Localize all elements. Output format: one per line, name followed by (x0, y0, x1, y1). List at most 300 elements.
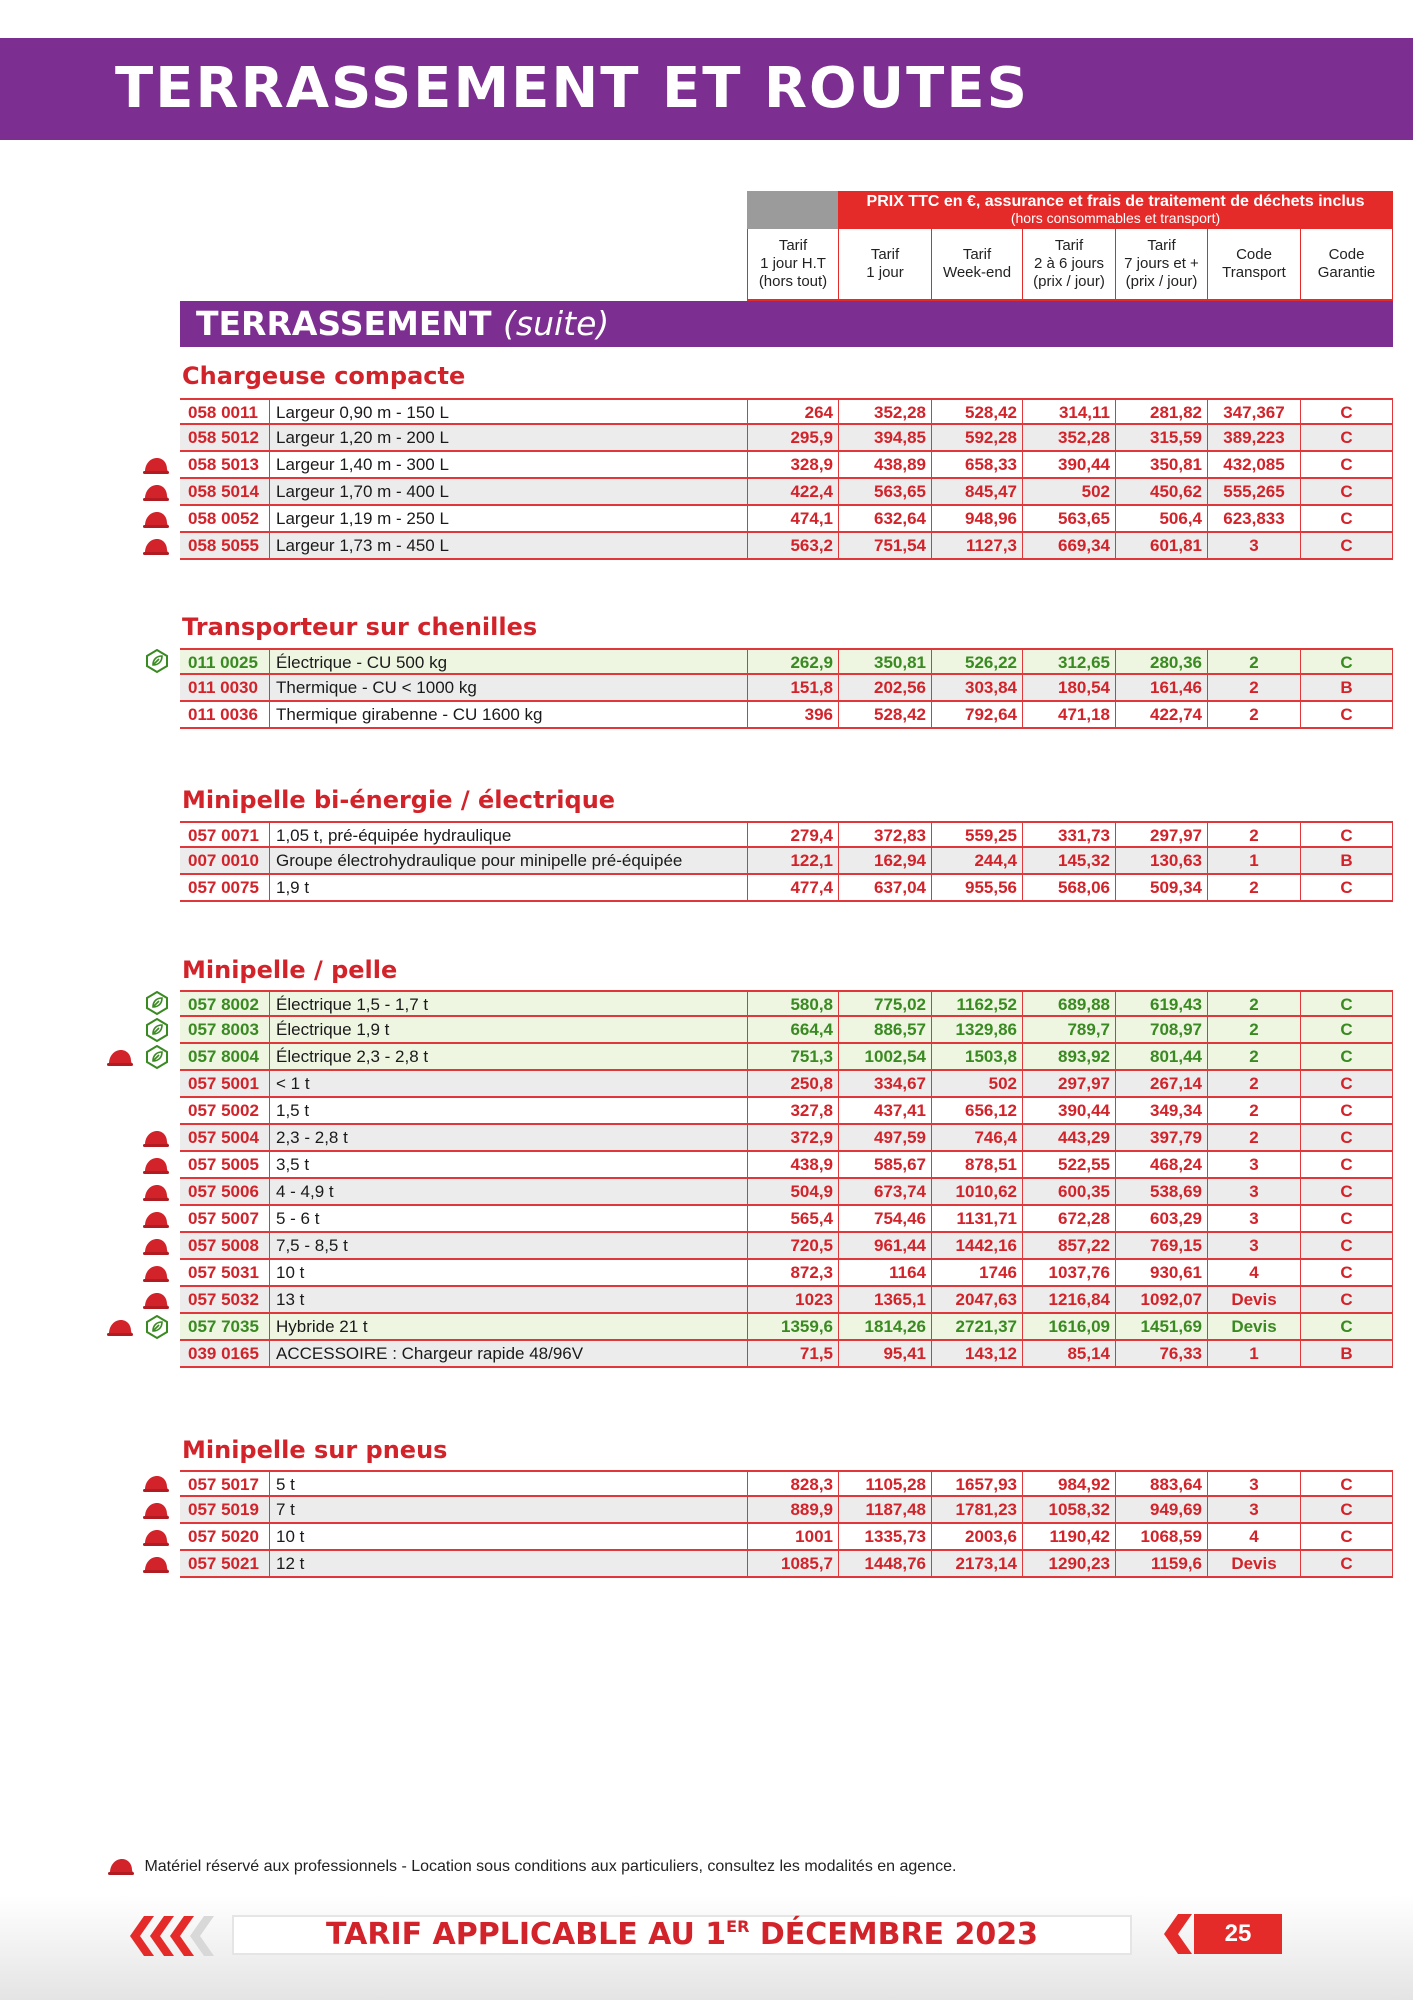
price-cell-1: 828,3 (747, 1472, 838, 1497)
table-row (180, 1179, 1393, 1206)
price-cell-2: 350,81 (838, 650, 931, 675)
price-cell-4: 390,44 (1022, 1098, 1115, 1123)
price-cell-2: 372,83 (838, 823, 931, 848)
price-cell-3: 1657,93 (931, 1472, 1022, 1497)
product-label: 5 t (269, 1472, 747, 1497)
price-cell-6: 3 (1207, 1472, 1300, 1497)
table-row (180, 1125, 1393, 1152)
price-cell-5: 1451,69 (1115, 1314, 1207, 1339)
price-cell-6: 555,265 (1207, 479, 1300, 504)
price-cell-3: 528,42 (931, 400, 1022, 425)
price-cell-3: 2721,37 (931, 1314, 1022, 1339)
price-header-subtitle: (hors consommables et transport) (1010, 210, 1221, 226)
column-header-line: (prix / jour) (1033, 273, 1105, 290)
price-cell-5: 350,81 (1115, 452, 1207, 477)
price-cell-6: 4 (1207, 1260, 1300, 1285)
price-cell-1: 751,3 (747, 1044, 838, 1069)
price-cell-5: 619,43 (1115, 992, 1207, 1017)
group-title: Transporteur sur chenilles (182, 613, 538, 641)
price-cell-3: 1781,23 (931, 1497, 1022, 1522)
price-cell-3: 746,4 (931, 1125, 1022, 1150)
price-cell-5: 468,24 (1115, 1152, 1207, 1177)
product-code: 011 0025 (188, 653, 258, 672)
price-cell-5: 280,36 (1115, 650, 1207, 675)
price-cell-2: 1814,26 (838, 1314, 931, 1339)
column-header-7 (1300, 229, 1393, 301)
price-cell-2: 438,89 (838, 452, 931, 477)
price-cell-7: C (1300, 1125, 1393, 1150)
price-cell-7: B (1300, 1341, 1393, 1366)
product-code: 057 5005 (188, 1155, 259, 1174)
price-cell-5: 930,61 (1115, 1260, 1207, 1285)
product-label: ACCESSOIRE : Chargeur rapide 48/96V (269, 1341, 747, 1366)
product-code: 011 0030 (188, 678, 258, 697)
price-cell-1: 279,4 (747, 823, 838, 848)
price-cell-7: C (1300, 400, 1393, 425)
price-cell-3: 658,33 (931, 452, 1022, 477)
table-row (180, 1098, 1393, 1125)
product-code: 057 5007 (188, 1209, 259, 1228)
price-cell-6: 2 (1207, 702, 1300, 727)
page-number: 25 (1224, 1920, 1252, 1947)
price-cell-5: 450,62 (1115, 479, 1207, 504)
product-label: Largeur 1,20 m - 200 L (269, 425, 747, 450)
page-title: TERRASSEMENT ET ROUTES (115, 56, 1029, 121)
price-cell-1: 422,4 (747, 479, 838, 504)
price-cell-2: 632,64 (838, 506, 931, 531)
price-cell-7: C (1300, 1524, 1393, 1549)
price-cell-5: 601,81 (1115, 533, 1207, 558)
table-row (180, 875, 1393, 902)
price-cell-2: 437,41 (838, 1098, 931, 1123)
price-cell-7: C (1300, 1233, 1393, 1258)
chevron-left-icon (1164, 1914, 1194, 1954)
product-label: 7 t (269, 1497, 747, 1522)
price-cell-7: B (1300, 848, 1393, 873)
price-cell-7: C (1300, 479, 1393, 504)
product-label: 7,5 - 8,5 t (269, 1233, 747, 1258)
product-label: 5 - 6 t (269, 1206, 747, 1231)
footer-superscript: ER (726, 1917, 750, 1936)
price-cell-6: 3 (1207, 1497, 1300, 1522)
product-code: 057 5031 (188, 1263, 259, 1282)
product-code: 057 5002 (188, 1101, 259, 1120)
product-code: 011 0036 (188, 705, 258, 724)
price-cell-7: C (1300, 1472, 1393, 1497)
column-header-line: 2 à 6 jours (1033, 255, 1105, 272)
price-cell-6: 2 (1207, 675, 1300, 700)
price-cell-1: 438,9 (747, 1152, 838, 1177)
table-row (180, 479, 1393, 506)
table-row (180, 1497, 1393, 1524)
price-cell-4: 984,92 (1022, 1472, 1115, 1497)
product-label: Largeur 1,70 m - 400 L (269, 479, 747, 504)
price-cell-1: 720,5 (747, 1233, 838, 1258)
group-title: Chargeuse compacte (182, 362, 466, 390)
price-cell-1: 664,4 (747, 1017, 838, 1042)
price-cell-7: C (1300, 1206, 1393, 1231)
product-label: Électrique 1,9 t (269, 1017, 747, 1042)
section-title: TERRASSEMENT (196, 304, 492, 343)
price-cell-7: C (1300, 1287, 1393, 1312)
column-header-line: 7 jours et + (1124, 255, 1199, 272)
group-title: Minipelle bi-énergie / électrique (182, 786, 616, 814)
price-cell-4: 1616,09 (1022, 1314, 1115, 1339)
column-header-line: (prix / jour) (1125, 273, 1198, 290)
footer-tarif-text (232, 1915, 1132, 1955)
group-title: Minipelle / pelle (182, 956, 398, 984)
helmet-icon (143, 1502, 169, 1520)
column-header-2 (838, 229, 931, 301)
price-header (838, 191, 1393, 229)
product-code: 057 5019 (188, 1500, 259, 1519)
price-cell-4: 1216,84 (1022, 1287, 1115, 1312)
price-cell-2: 673,74 (838, 1179, 931, 1204)
product-code: 057 8002 (188, 995, 259, 1014)
table-row (180, 1287, 1393, 1314)
price-cell-3: 845,47 (931, 479, 1022, 504)
price-cell-5: 281,82 (1115, 400, 1207, 425)
table-row (180, 1071, 1393, 1098)
price-cell-4: 672,28 (1022, 1206, 1115, 1231)
helmet-icon (143, 1292, 169, 1310)
helmet-icon (143, 1184, 169, 1202)
table-row (180, 1206, 1393, 1233)
leaf-icon (145, 991, 169, 1015)
section-title-bar (180, 301, 1393, 347)
product-label: Groupe électrohydraulique pour minipelle pré-équipée (269, 848, 747, 873)
price-cell-3: 1010,62 (931, 1179, 1022, 1204)
footer-text-before: TARIF APPLICABLE AU 1 (325, 1917, 727, 1952)
table-row (180, 675, 1393, 702)
price-cell-7: C (1300, 650, 1393, 675)
price-cell-5: 422,74 (1115, 702, 1207, 727)
price-cell-1: 372,9 (747, 1125, 838, 1150)
price-cell-3: 1329,86 (931, 1017, 1022, 1042)
price-cell-7: C (1300, 1152, 1393, 1177)
price-cell-7: C (1300, 1179, 1393, 1204)
price-cell-7: C (1300, 1017, 1393, 1042)
price-cell-4: 893,92 (1022, 1044, 1115, 1069)
price-cell-7: C (1300, 992, 1393, 1017)
column-header-line: 1 jour (866, 264, 904, 281)
price-cell-6: 3 (1207, 1206, 1300, 1231)
price-cell-1: 563,2 (747, 533, 838, 558)
price-cell-1: 151,8 (747, 675, 838, 700)
price-cell-5: 315,59 (1115, 425, 1207, 450)
product-code: 057 5001 (188, 1074, 259, 1093)
table-row (180, 398, 1393, 425)
column-header-line: Tarif (1054, 237, 1084, 254)
product-code: 058 5055 (188, 536, 259, 555)
price-cell-6: 3 (1207, 1233, 1300, 1258)
helmet-icon (143, 1211, 169, 1229)
price-cell-6: 2 (1207, 1017, 1300, 1042)
table-row (180, 1017, 1393, 1044)
column-header-line: Code (1328, 246, 1365, 263)
price-cell-7: C (1300, 506, 1393, 531)
price-cell-3: 303,84 (931, 675, 1022, 700)
product-code: 057 5017 (188, 1475, 259, 1494)
price-cell-1: 250,8 (747, 1071, 838, 1096)
table-row (180, 1470, 1393, 1497)
price-cell-3: 526,22 (931, 650, 1022, 675)
product-label: Hybride 21 t (269, 1314, 747, 1339)
price-cell-2: 754,46 (838, 1206, 931, 1231)
column-header-3 (931, 229, 1022, 301)
price-cell-6: 432,085 (1207, 452, 1300, 477)
price-header-title: PRIX TTC en €, assurance et frais de traitement de déchets inclus (866, 193, 1365, 210)
price-cell-3: 1131,71 (931, 1206, 1022, 1231)
product-code: 058 0052 (188, 509, 259, 528)
price-cell-5: 603,29 (1115, 1206, 1207, 1231)
price-cell-1: 1085,7 (747, 1551, 838, 1576)
product-code: 057 7035 (188, 1317, 259, 1336)
price-cell-4: 689,88 (1022, 992, 1115, 1017)
price-cell-3: 502 (931, 1071, 1022, 1096)
price-cell-3: 792,64 (931, 702, 1022, 727)
column-headers (747, 229, 1393, 301)
product-label: 1,5 t (269, 1098, 747, 1123)
product-label: 1,05 t, pré-équipée hydraulique (269, 823, 747, 848)
product-label: Thermique - CU < 1000 kg (269, 675, 747, 700)
helmet-icon (143, 1238, 169, 1256)
leaf-icon (145, 649, 169, 673)
helmet-icon (107, 1049, 133, 1067)
price-cell-7: C (1300, 533, 1393, 558)
table-row (180, 1524, 1393, 1551)
helmet-icon (143, 1130, 169, 1148)
price-cell-4: 145,32 (1022, 848, 1115, 873)
helmet-icon (143, 457, 169, 475)
product-code: 057 5032 (188, 1290, 259, 1309)
table-row (180, 1314, 1393, 1341)
price-cell-1: 1359,6 (747, 1314, 838, 1339)
column-header-line: Tarif (870, 246, 900, 263)
price-cell-5: 509,34 (1115, 875, 1207, 900)
column-header-line: Garantie (1317, 264, 1376, 281)
price-cell-6: Devis (1207, 1314, 1300, 1339)
price-cell-3: 2047,63 (931, 1287, 1022, 1312)
price-cell-2: 202,56 (838, 675, 931, 700)
price-cell-5: 161,46 (1115, 675, 1207, 700)
price-cell-3: 559,25 (931, 823, 1022, 848)
price-cell-2: 563,65 (838, 479, 931, 504)
table-row (180, 821, 1393, 848)
table-row (180, 1551, 1393, 1578)
product-label: < 1 t (269, 1071, 747, 1096)
price-cell-2: 961,44 (838, 1233, 931, 1258)
price-cell-6: 1 (1207, 1341, 1300, 1366)
price-cell-1: 474,1 (747, 506, 838, 531)
table-row (180, 1341, 1393, 1368)
price-cell-4: 1290,23 (1022, 1551, 1115, 1576)
price-cell-2: 1002,54 (838, 1044, 931, 1069)
price-cell-6: 389,223 (1207, 425, 1300, 450)
price-cell-6: 347,367 (1207, 400, 1300, 425)
price-cell-3: 244,4 (931, 848, 1022, 873)
price-cell-6: 1 (1207, 848, 1300, 873)
price-cell-4: 314,11 (1022, 400, 1115, 425)
product-label: Électrique 1,5 - 1,7 t (269, 992, 747, 1017)
price-cell-4: 1190,42 (1022, 1524, 1115, 1549)
helmet-icon (143, 1475, 169, 1493)
product-code: 058 5013 (188, 455, 259, 474)
table-row (180, 702, 1393, 729)
price-cell-6: Devis (1207, 1551, 1300, 1576)
price-cell-3: 1162,52 (931, 992, 1022, 1017)
price-cell-6: 4 (1207, 1524, 1300, 1549)
price-cell-2: 751,54 (838, 533, 931, 558)
footer-text-after: DÉCEMBRE 2023 (749, 1917, 1038, 1952)
table-row (180, 533, 1393, 560)
table-row (180, 452, 1393, 479)
column-header-line: Tarif (778, 237, 808, 254)
price-cell-5: 538,69 (1115, 1179, 1207, 1204)
leaf-icon (145, 1018, 169, 1042)
price-cell-5: 801,44 (1115, 1044, 1207, 1069)
product-label: Électrique 2,3 - 2,8 t (269, 1044, 747, 1069)
section-suffix: (suite) (503, 304, 610, 343)
price-cell-2: 334,67 (838, 1071, 931, 1096)
price-cell-7: C (1300, 875, 1393, 900)
price-cell-2: 1187,48 (838, 1497, 931, 1522)
column-header-line: Tarif (962, 246, 992, 263)
product-label: 13 t (269, 1287, 747, 1312)
column-header-5 (1115, 229, 1207, 301)
column-header-line: Transport (1222, 264, 1286, 281)
page-banner (0, 38, 1413, 140)
price-cell-4: 390,44 (1022, 452, 1115, 477)
product-code: 057 5006 (188, 1182, 259, 1201)
price-cell-4: 522,55 (1022, 1152, 1115, 1177)
price-cell-2: 1164 (838, 1260, 931, 1285)
price-cell-1: 328,9 (747, 452, 838, 477)
helmet-icon (143, 511, 169, 529)
price-cell-7: C (1300, 1044, 1393, 1069)
leaf-icon (145, 1045, 169, 1069)
price-cell-4: 669,34 (1022, 533, 1115, 558)
column-header-line: Week-end (942, 264, 1012, 281)
price-cell-4: 857,22 (1022, 1233, 1115, 1258)
price-cell-1: 122,1 (747, 848, 838, 873)
price-cell-4: 180,54 (1022, 675, 1115, 700)
price-cell-1: 872,3 (747, 1260, 838, 1285)
price-cell-5: 883,64 (1115, 1472, 1207, 1497)
column-header-line: (hors tout) (758, 273, 828, 290)
price-cell-3: 656,12 (931, 1098, 1022, 1123)
price-cell-2: 1105,28 (838, 1472, 931, 1497)
helmet-icon (143, 1556, 169, 1574)
price-cell-3: 1442,16 (931, 1233, 1022, 1258)
price-cell-4: 502 (1022, 479, 1115, 504)
price-cell-7: B (1300, 675, 1393, 700)
price-cell-2: 528,42 (838, 702, 931, 727)
price-cell-7: C (1300, 1260, 1393, 1285)
price-cell-5: 297,97 (1115, 823, 1207, 848)
price-cell-1: 295,9 (747, 425, 838, 450)
price-cell-5: 506,4 (1115, 506, 1207, 531)
table-row (180, 848, 1393, 875)
price-cell-3: 955,56 (931, 875, 1022, 900)
table-row (180, 425, 1393, 452)
price-cell-2: 585,67 (838, 1152, 931, 1177)
price-cell-4: 568,06 (1022, 875, 1115, 900)
product-label: 2,3 - 2,8 t (269, 1125, 747, 1150)
price-cell-5: 708,97 (1115, 1017, 1207, 1042)
table-row (180, 990, 1393, 1017)
price-cell-3: 1503,8 (931, 1044, 1022, 1069)
price-cell-7: C (1300, 1314, 1393, 1339)
group-title: Minipelle sur pneus (182, 1436, 448, 1464)
price-cell-7: C (1300, 452, 1393, 477)
price-cell-3: 1127,3 (931, 533, 1022, 558)
price-cell-5: 349,34 (1115, 1098, 1207, 1123)
price-cell-4: 331,73 (1022, 823, 1115, 848)
price-cell-1: 396 (747, 702, 838, 727)
price-cell-1: 565,4 (747, 1206, 838, 1231)
price-cell-5: 76,33 (1115, 1341, 1207, 1366)
table-row (180, 648, 1393, 675)
price-cell-6: 2 (1207, 1125, 1300, 1150)
price-cell-2: 394,85 (838, 425, 931, 450)
product-code: 057 5020 (188, 1527, 259, 1546)
price-cell-5: 1159,6 (1115, 1551, 1207, 1576)
price-cell-3: 2173,14 (931, 1551, 1022, 1576)
product-label: Électrique - CU 500 kg (269, 650, 747, 675)
product-code: 058 5014 (188, 482, 259, 501)
price-cell-2: 775,02 (838, 992, 931, 1017)
price-cell-2: 497,59 (838, 1125, 931, 1150)
price-cell-3: 143,12 (931, 1341, 1022, 1366)
product-label: Largeur 1,73 m - 450 L (269, 533, 747, 558)
price-cell-2: 1448,76 (838, 1551, 931, 1576)
price-cell-1: 264 (747, 400, 838, 425)
price-cell-3: 1746 (931, 1260, 1022, 1285)
column-header-1 (747, 229, 838, 301)
product-label: Largeur 0,90 m - 150 L (269, 400, 747, 425)
price-cell-2: 352,28 (838, 400, 931, 425)
helmet-icon (143, 1157, 169, 1175)
price-cell-7: C (1300, 425, 1393, 450)
price-cell-1: 504,9 (747, 1179, 838, 1204)
product-code: 058 5012 (188, 428, 259, 447)
price-cell-1: 477,4 (747, 875, 838, 900)
price-cell-6: 3 (1207, 1152, 1300, 1177)
product-label: 12 t (269, 1551, 747, 1576)
price-cell-7: C (1300, 1071, 1393, 1096)
price-cell-5: 769,15 (1115, 1233, 1207, 1258)
table-row (180, 1260, 1393, 1287)
helmet-icon (143, 538, 169, 556)
column-header-line: Code (1236, 246, 1272, 263)
price-cell-1: 71,5 (747, 1341, 838, 1366)
price-cell-3: 948,96 (931, 506, 1022, 531)
price-cell-4: 471,18 (1022, 702, 1115, 727)
price-cell-7: C (1300, 823, 1393, 848)
price-cell-1: 327,8 (747, 1098, 838, 1123)
product-code: 057 0075 (188, 878, 259, 897)
product-label: Largeur 1,40 m - 300 L (269, 452, 747, 477)
price-cell-1: 262,9 (747, 650, 838, 675)
price-cell-5: 130,63 (1115, 848, 1207, 873)
price-cell-6: 2 (1207, 650, 1300, 675)
price-cell-6: 2 (1207, 823, 1300, 848)
column-header-line: Tarif (1147, 237, 1176, 254)
column-header-6 (1207, 229, 1300, 301)
product-label: 10 t (269, 1260, 747, 1285)
product-code: 057 8003 (188, 1020, 259, 1039)
